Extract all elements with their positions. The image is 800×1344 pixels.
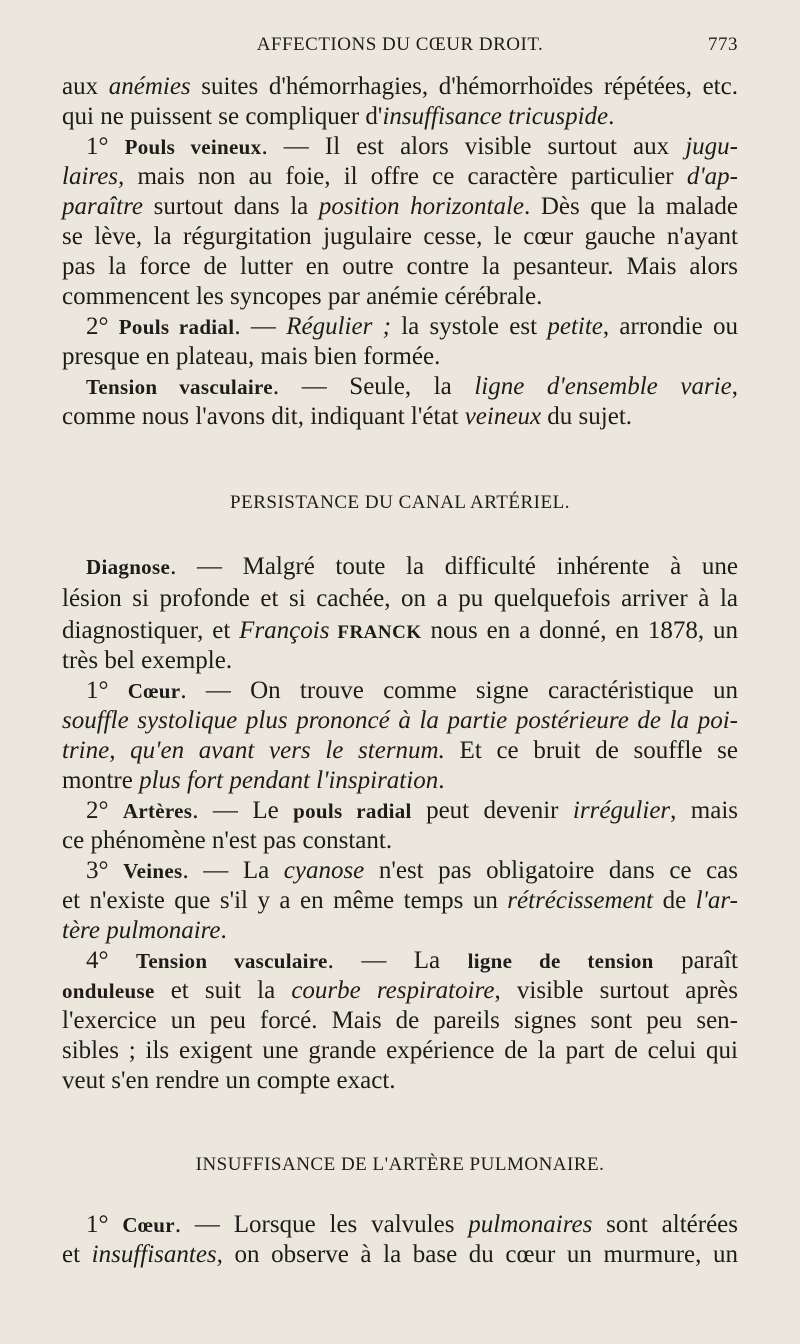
text-run: d' [365,103,383,130]
text-line [62,584,738,614]
italic-term: irrégulier [572,797,671,824]
bold-heading: Cœur [122,1213,175,1237]
bold-heading: Artères [122,799,193,823]
text-run: montre [62,767,140,794]
text-run: se lève, la régurgitation jugulaire cesse, le cœur gauche n'ayant [62,223,738,250]
text-run: sont altérées [592,1211,738,1238]
text-run: commencent les syncopes par anémie cérébrale. [62,283,543,310]
text-line [62,1036,738,1066]
italic-term: courbe respiratoire [291,977,495,1004]
italic-term: plus fort pendant l'inspiration [139,767,439,794]
bold-heading: Veines [123,859,183,883]
italic-term: rétrécissement [507,887,654,914]
text-run: . — Le [192,797,294,824]
text-line [62,342,738,372]
running-title: AFFECTIONS DU CŒUR DROIT. [256,34,544,55]
text-run: 1° [86,1211,123,1238]
bold-heading: Diagnose [86,555,171,579]
text-run: suites d'hémorrhagies, d'hémorrhoïdes répétées, etc. [190,73,738,100]
running-header [62,34,738,64]
text-line [62,1240,738,1270]
text-run: . [438,767,445,794]
italic-term: pulmonaires [468,1211,593,1238]
text-run: 1° [86,677,128,704]
text-line [86,856,738,886]
text-run: et suit la [154,977,292,1004]
text-run: . [608,103,615,130]
text-run: , mais [670,797,739,824]
text-run: diagnostiquer, et [62,617,240,644]
text-run: . — La [182,857,284,884]
text-run: . — Il est alors visible surtout aux [261,133,686,160]
bold-heading: ligne de tension [467,949,654,973]
italic-term: anémies [108,73,191,100]
text-line [62,1066,738,1096]
text-run: aux [62,73,109,100]
text-line [86,372,738,402]
bold-heading: Pouls veineux [124,135,262,159]
text-line [62,766,738,796]
italic-term: insuffisantes, [91,1241,223,1268]
text-run: 1° [86,133,125,160]
italic-term: souffle systolique plus prononcé à la partie postérieure de la poi- [62,707,738,734]
italic-term: Régulier ; [286,313,391,340]
italic-term: d'ap- [686,163,738,190]
text-run: . — On trouve comme signe caractéristique un [180,677,738,704]
text-run: nous en a donné, en 1878, un [421,617,738,644]
text-run: 2° [86,797,123,824]
italic-term: laires, [62,163,125,190]
text-line [62,826,738,856]
text-run: 4° [86,947,136,974]
text-line [86,1210,738,1240]
text-run: et n'existe que s'il y a en même temps un [62,887,508,914]
text-run: , [731,373,738,400]
text-line [62,1006,738,1036]
italic-term: insuffisance tricuspide [382,103,609,130]
text-run: n'est pas obligatoire dans ce cas [364,857,738,884]
text-run: l'exercice un peu forcé. Mais de pareils signes sont peu sen- [62,1007,738,1034]
text-run: peut devenir [411,797,573,824]
text-run: . — Malgré toute la difficulté inhérente à une [170,553,738,580]
text-line [62,72,738,102]
text-line [62,646,738,676]
bold-heading: Tension vasculaire [86,375,273,399]
italic-term: trine, qu'en avant vers le sternum. [62,737,445,764]
italic-term: paraître [62,193,144,220]
text-run: presque en plateau, mais bien formée. [62,343,441,370]
text-line [86,552,738,582]
text-line [62,222,738,252]
text-run: lésion si profonde et si cachée, on a pu quelquefois arriver à la [62,585,738,612]
text-run: veut s'en rendre un compte exact. [62,1067,396,1094]
text-line [62,282,738,312]
text-run: surtout dans la [143,193,319,220]
text-run: . Dès que la malade [523,193,738,220]
text-run: ce phénomène n'est pas constant. [62,827,393,854]
text-line [86,796,738,826]
italic-term: petite [547,313,603,340]
text-line [62,886,738,916]
text-line [62,706,738,736]
text-line [86,946,738,976]
text-run: 2° [86,313,119,340]
bold-heading: Cœur [127,679,181,703]
text-run: . — Lorsque les valvules [174,1211,469,1238]
text-line [86,132,738,162]
text-line [62,736,738,766]
text-run: , arrondie ou [602,313,738,340]
text-run: . — [234,313,287,340]
text-line [62,102,738,132]
italic-term: veineux [464,403,542,430]
italic-term: jugu- [685,133,739,160]
bold-heading: onduleuse [62,979,155,1003]
text-line [86,312,738,342]
text-run: pas la force de lutter en outre contre la pesanteur. Mais alors [62,253,738,280]
page-number: 773 [708,34,738,55]
text-run: très bel exemple. [62,647,233,674]
text-run: mais non au foie, il offre ce caractère particulier [124,163,687,190]
bold-heading: pouls radial [293,799,412,823]
text-line [62,976,738,1006]
text-run: et [62,1241,92,1268]
italic-term: ligne d'ensemble varie [474,373,732,400]
text-line [62,252,738,282]
text-run: la systole est [390,313,548,340]
italic-term: François [239,617,330,644]
text-line [62,162,738,192]
text-run: 3° [86,857,124,884]
section-title: PERSISTANCE DU CANAL ARTÉRIEL. [230,492,570,513]
text-run: de [653,887,696,914]
text-run: . [220,917,227,944]
text-line [62,402,738,432]
text-run: , visible surtout après [494,977,738,1004]
bold-heading: Tension vasculaire [135,949,328,973]
text-line [86,676,738,706]
text-run: qui ne puissent se compliquer [62,103,366,130]
bold-heading: Pouls radial [118,315,235,339]
text-run: . — La [327,947,468,974]
small-caps-name: FRANCK [329,622,422,643]
text-run: du sujet. [541,403,633,430]
text-line [62,916,738,946]
italic-term: tère pulmonaire [62,917,221,944]
text-line [62,616,738,648]
text-run: paraît [653,947,738,974]
italic-term: l'ar- [695,887,738,914]
text-run: sibles ; ils exigent une grande expérience de la part de celui qui [62,1037,738,1064]
section-title: INSUFFISANCE DE L'ARTÈRE PULMONAIRE. [195,1154,605,1175]
text-run: on observe à la base du cœur un murmure, un [222,1241,738,1268]
italic-term: cyanose [283,857,365,884]
text-run: comme nous l'avons dit, indiquant l'état [62,403,465,430]
text-run: . — Seule, la [272,373,475,400]
text-line [62,192,738,222]
italic-term: position horizontale [318,193,524,220]
text-run: Et ce bruit de souffle se [444,737,738,764]
